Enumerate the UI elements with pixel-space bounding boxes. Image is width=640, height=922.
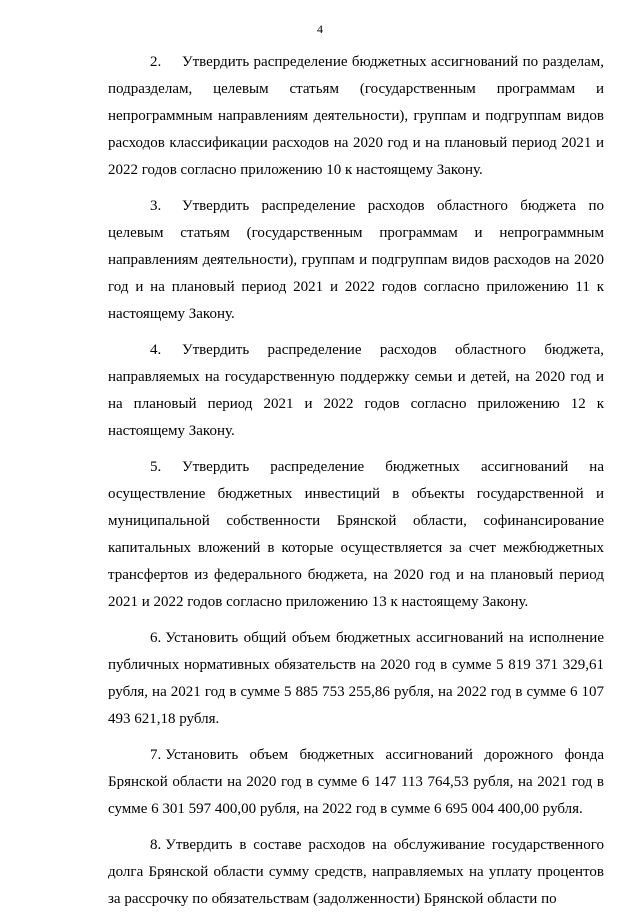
paragraph-2 xyxy=(108,49,604,184)
paragraph-text: Утвердить распределение расходов областного бюджета, направляемых на государственную поддержку семьи и детей, на 2020 год и на плановый период 2021 и 2022 годов согласно приложению 12 к настоящему Закону. xyxy=(108,342,604,439)
paragraph-6 xyxy=(108,625,604,733)
document-body xyxy=(108,49,604,922)
paragraph-text: Утвердить распределение бюджетных ассигнований по разделам, подразделам, целевым статьям (государственным программам и непрограммным направлениям деятельности), группам и подгруппам видов расходов классификации расходов на 2020 год и на плановый период 2021 и 2022 годов согласно приложению 10 к настоящему Закону. xyxy=(108,54,604,178)
paragraph-text: Установить объем бюджетных ассигнований дорожного фонда Брянской области на 2020 год в сумме 6 147 113 764,53 рубля, на 2021 год в сумме 6 301 597 400,00 рубля, на 2022 год в сумме 6 695 004 400,00 рубля. xyxy=(108,747,604,817)
page-number: 4 xyxy=(317,22,323,36)
paragraph-number: 5. xyxy=(150,459,162,475)
paragraph-5 xyxy=(108,454,604,616)
paragraph-number: 7. xyxy=(150,747,162,763)
paragraph-number: 3. xyxy=(150,198,162,214)
paragraph-7 xyxy=(108,742,604,823)
paragraph-text: Утвердить распределение бюджетных ассигнований на осуществление бюджетных инвестиций в объекты государственной и муниципальной собственности Брянской области, софинансирование капитальных вложений в которые осуществляется за счет межбюджетных трансфертов из федерального бюджета, на 2020 год и на плановый период 2021 и 2022 годов согласно приложению 13 к настоящему Закону. xyxy=(108,459,604,610)
paragraph-text: Установить общий объем бюджетных ассигнований на исполнение публичных нормативных обязательств на 2020 год в сумме 5 819 371 329,61 рубля, на 2021 год в сумме 5 885 753 255,86 рубля, на 2022 год в сумме 6 107 493 621,18 рубля. xyxy=(108,630,604,727)
paragraph-number: 6. xyxy=(150,630,162,646)
paragraph-text: Утвердить в составе расходов на обслуживание государственного долга Брянской области сумму средств, направляемых на уплату процентов за рассрочку по обязательствам (задолженности) Брянской области по xyxy=(108,837,604,907)
paragraph-text: Утвердить распределение расходов областного бюджета по целевым статьям (государственным программам и непрограммным направлениям деятельности), группам и подгруппам видов расходов на 2020 год и на плановый период 2021 и 2022 годов согласно приложению 11 к настоящему Закону. xyxy=(108,198,604,322)
paragraph-4 xyxy=(108,337,604,445)
paragraph-3 xyxy=(108,193,604,328)
paragraph-number: 2. xyxy=(150,54,162,70)
paragraph-number: 8. xyxy=(150,837,162,853)
paragraph-8 xyxy=(108,832,604,913)
paragraph-number: 4. xyxy=(150,342,162,358)
